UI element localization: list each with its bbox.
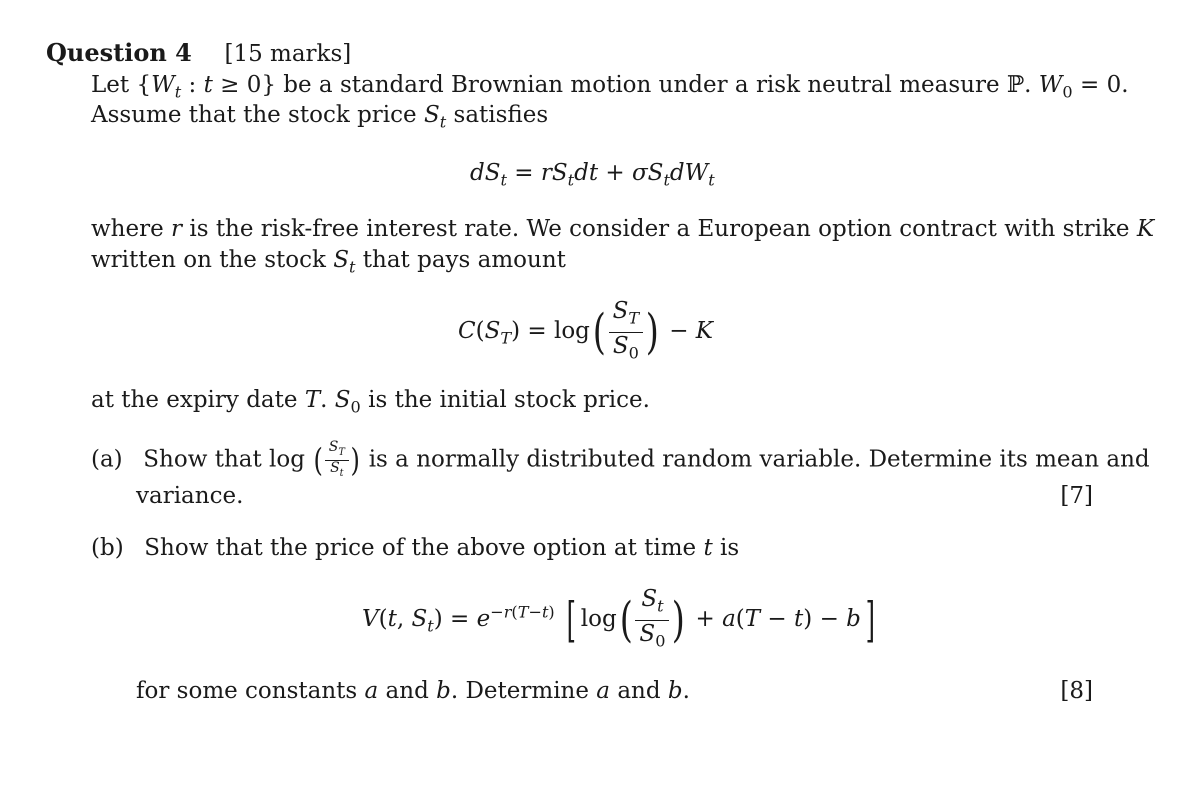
part-b: (b) Show that the price of the above option at time t is <box>91 535 740 561</box>
question-title: Question 4 <box>46 38 192 67</box>
part-a-text-before: Show that log <box>143 446 305 473</box>
intro-line-4: written on the stock $S_t$ that pays amount <box>91 247 566 277</box>
part-a-text-after: is a normally distributed random variable. Determine its mean and <box>368 446 1150 473</box>
part-a: (a) Show that log ( $\frac{S_T}{S_t}$ ) is a normally distributed random variable. Determine its mean and <box>91 439 1150 480</box>
part-b-marks: [8] <box>1060 678 1093 704</box>
part-a-label: (a) <box>91 446 123 473</box>
question-heading <box>46 38 351 69</box>
part-b-line-2: for some constants a and b. Determine a and b. <box>136 678 690 704</box>
question-marks: [15 marks] <box>224 41 352 67</box>
part-b-label: (b) <box>91 535 124 561</box>
sde-equation: $dS_t = rS_tdt + \sigma S_tdW_t$ <box>470 160 715 190</box>
intro-line-3: where r is the risk-free interest rate. We consider a European option contract with strike K <box>91 216 1155 242</box>
part-a-marks: [7] <box>1060 483 1093 509</box>
intro-line-1: Let {$W_t$ : t ≥ 0} be a standard Brownian motion under a risk neutral measure ℙ. $W_0 = 0$. <box>91 72 1129 102</box>
intro-line-5: at the expiry date T. $S_0$ is the initial stock price. <box>91 387 650 417</box>
payoff-equation: $C(S_T) = \log$( $\frac{S_T}{S_0}$ ) − K <box>458 298 713 363</box>
price-equation: V(t, $S_t) = e^{-r(T-t)}$ [ log( $\frac{S_t}{S_0}$ ) + a(T − t) − b] <box>362 586 875 651</box>
part-a-line-2: variance. <box>136 483 244 509</box>
intro-line-2: Assume that the stock price $S_t$ satisfies <box>91 102 549 132</box>
